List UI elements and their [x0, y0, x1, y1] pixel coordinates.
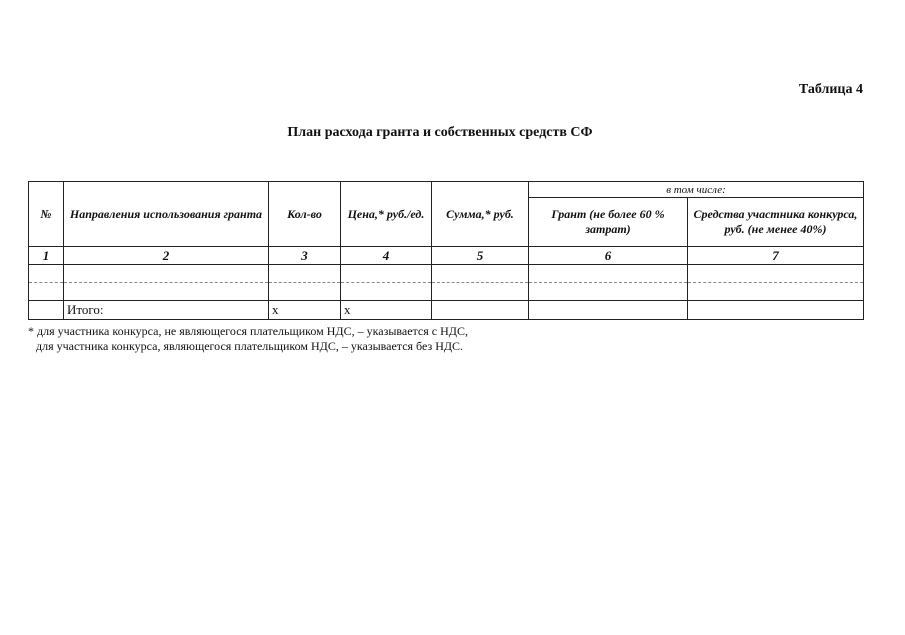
empty-cell: [341, 283, 432, 301]
empty-row: [29, 265, 864, 283]
total-own-cell: [688, 301, 864, 320]
header-price: Цена,* руб./ед.: [341, 182, 432, 247]
table-number: Таблица 4: [798, 82, 863, 97]
empty-cell: [269, 283, 341, 301]
header-quantity: Кол-во: [269, 182, 341, 247]
empty-cell: [688, 265, 864, 283]
header-num: №: [29, 182, 64, 247]
total-label: Итого:: [64, 301, 269, 320]
header-grant: Грант (не более 60 % затрат): [529, 198, 688, 247]
header-direction: Направления использования гранта: [64, 182, 269, 247]
header-including: в том числе:: [529, 182, 864, 198]
document-title: План расхода гранта и собственных средств СФ: [287, 125, 593, 140]
empty-cell: [341, 265, 432, 283]
empty-cell: [64, 265, 269, 283]
total-price-mark: x: [341, 301, 432, 320]
empty-cell: [29, 283, 64, 301]
column-number: 2: [64, 247, 269, 265]
column-number: 4: [341, 247, 432, 265]
empty-row: [29, 283, 864, 301]
empty-cell: [529, 265, 688, 283]
column-number: 7: [688, 247, 864, 265]
column-number: 6: [529, 247, 688, 265]
total-grant-cell: [529, 301, 688, 320]
empty-cell: [64, 283, 269, 301]
column-number: 3: [269, 247, 341, 265]
empty-cell: [269, 265, 341, 283]
empty-cell: [29, 265, 64, 283]
column-number: 5: [432, 247, 529, 265]
footnote-line-2: для участника конкурса, являющегося плательщиком НДС, – указывается без НДС.: [36, 339, 464, 353]
total-row: [29, 301, 864, 320]
empty-cell: [688, 283, 864, 301]
total-sum-cell: [432, 301, 529, 320]
column-number: 1: [29, 247, 64, 265]
header-sum: Сумма,* руб.: [432, 182, 529, 247]
empty-cell: [432, 283, 529, 301]
total-quantity-mark: x: [269, 301, 341, 320]
column-number-row: [29, 247, 864, 265]
header-own-funds: Средства участника конкурса, руб. (не менее 40%): [688, 198, 864, 247]
footnote-line-1: * для участника конкурса, не являющегося плательщиком НДС, – указывается с НДС,: [28, 324, 468, 338]
empty-cell: [529, 283, 688, 301]
empty-cell: [432, 265, 529, 283]
total-num-cell: [29, 301, 64, 320]
header-row-top: [29, 182, 864, 198]
footnote: [28, 324, 468, 354]
expense-plan-table: [28, 181, 864, 320]
